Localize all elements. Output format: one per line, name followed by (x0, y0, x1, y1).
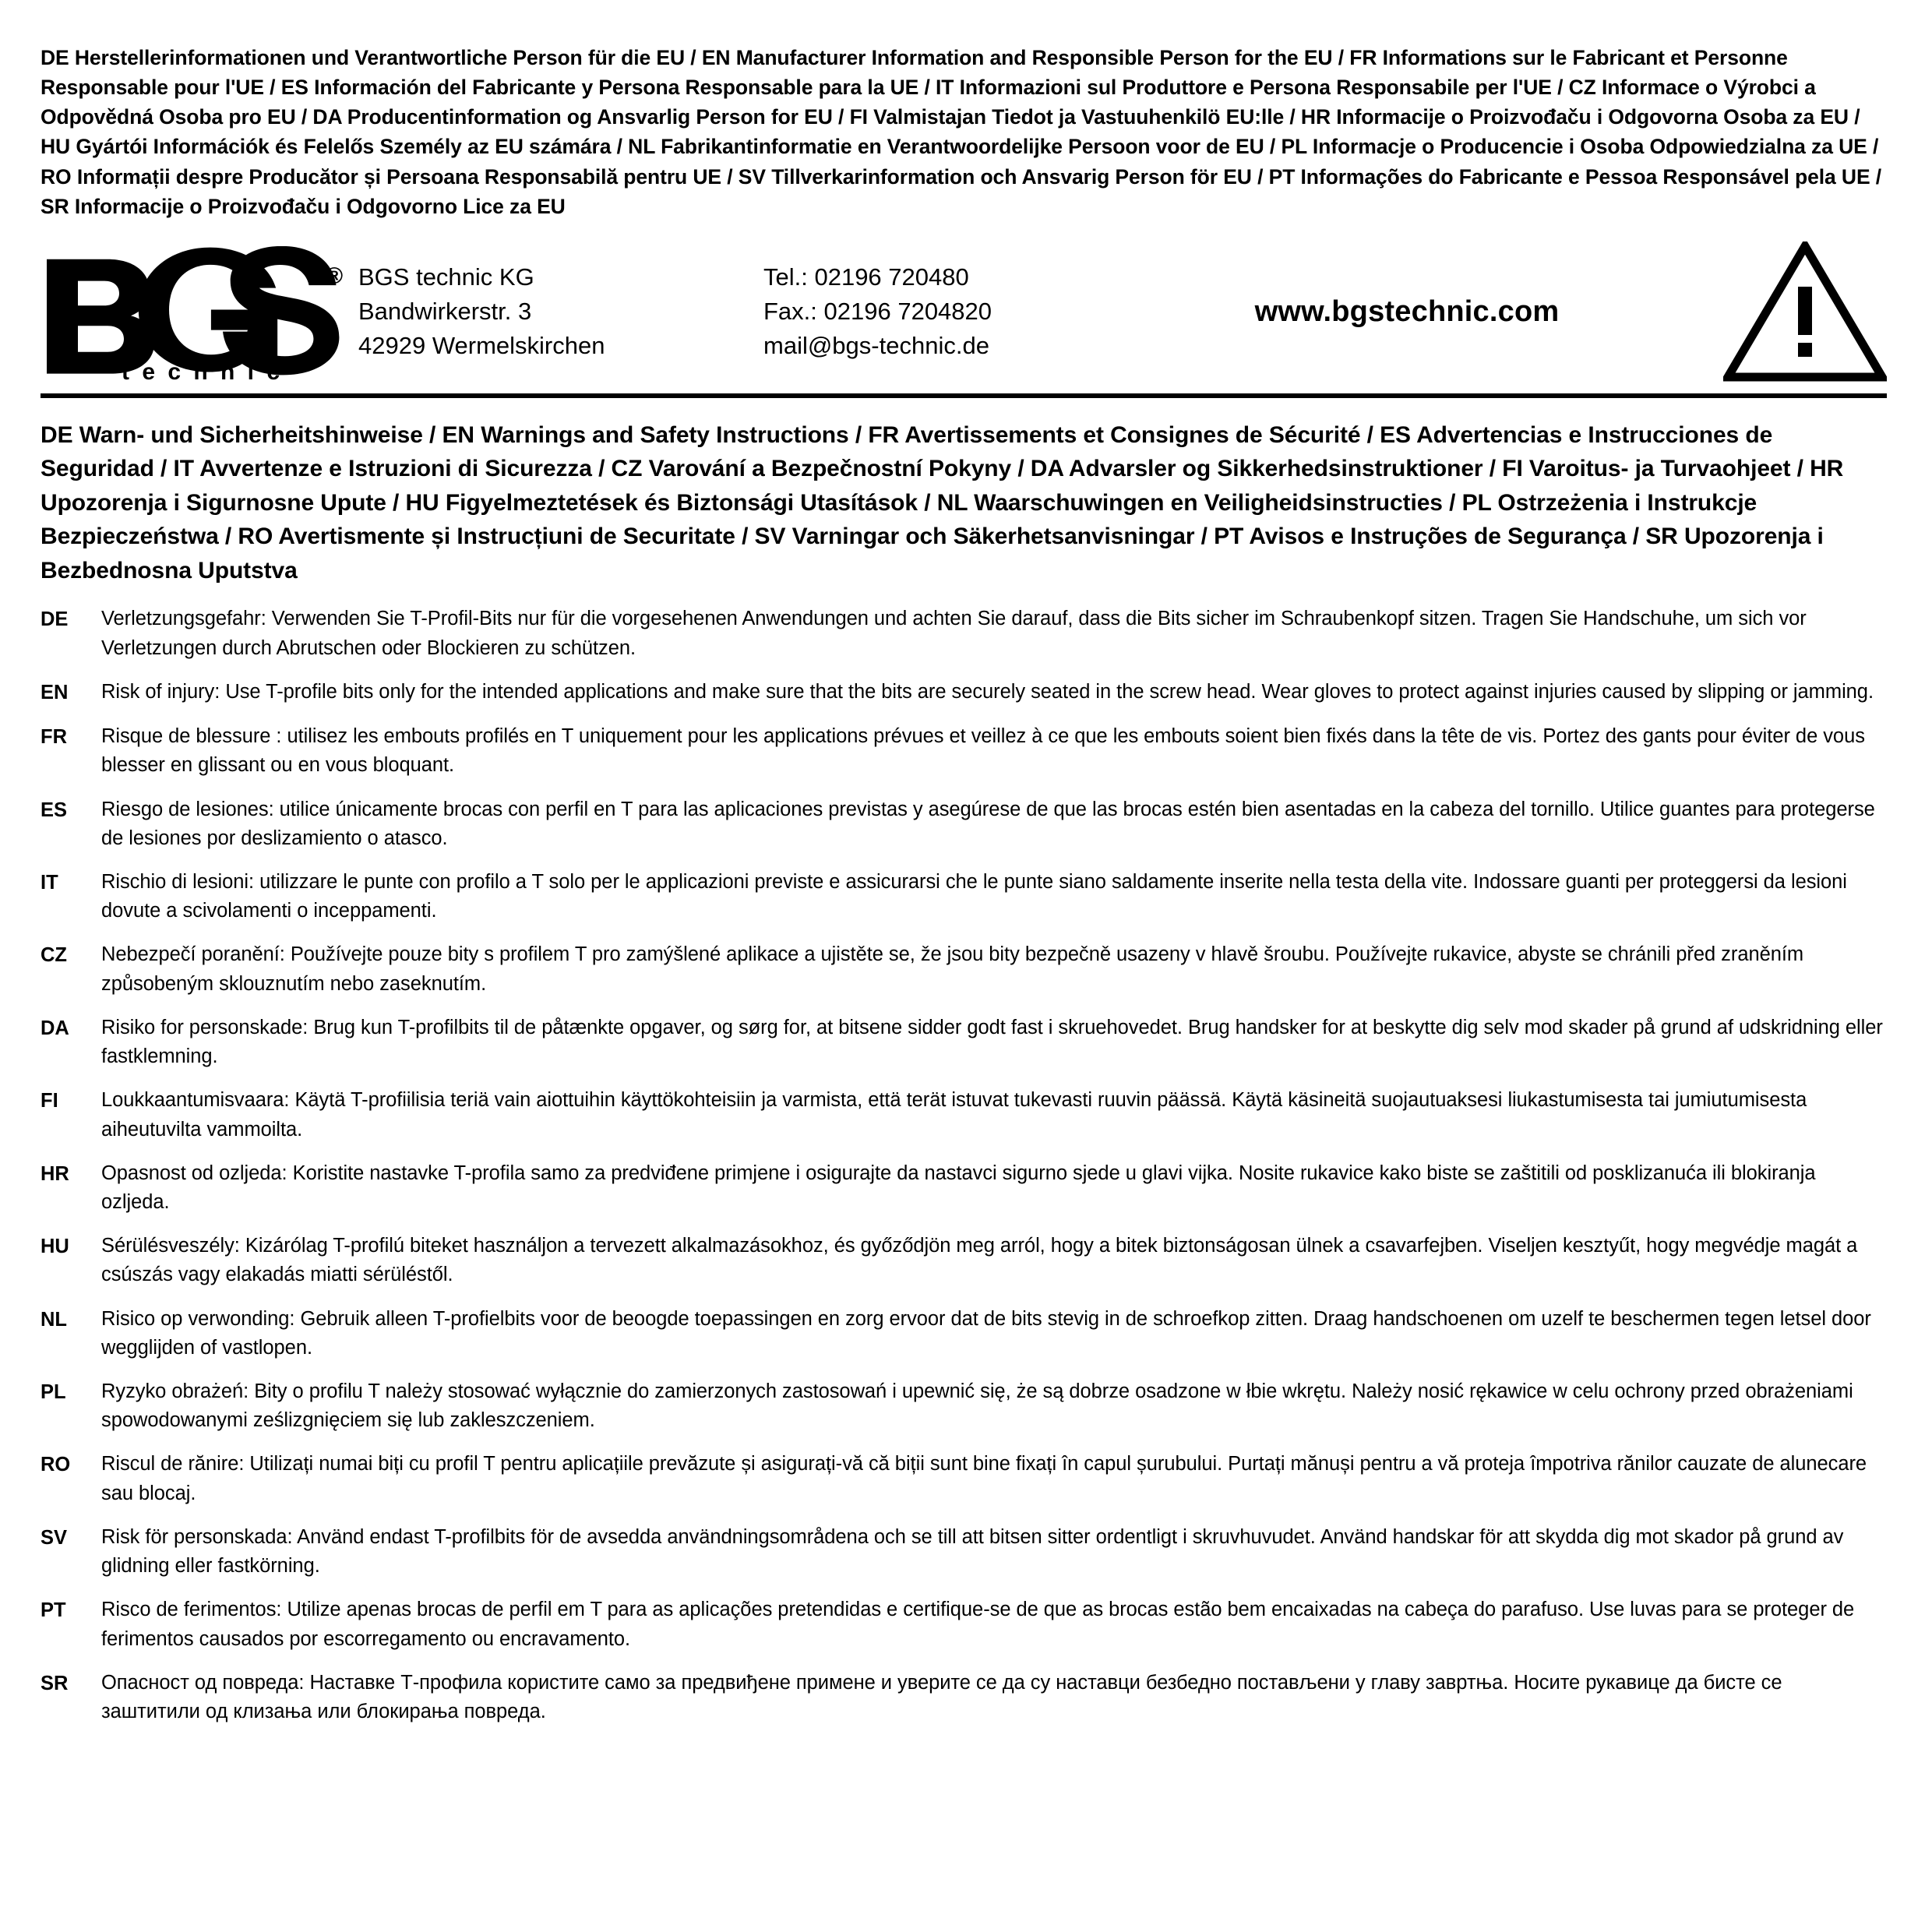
warning-triangle-icon (1708, 242, 1887, 382)
language-code: FI (41, 1090, 58, 1112)
language-code: DE (41, 608, 69, 631)
svg-text:t e c h n i c: t e c h n i c (122, 358, 284, 383)
language-code: HU (41, 1236, 69, 1258)
company-street: Bandwirkerstr. 3 (358, 298, 532, 326)
warning-triangle-svg (1723, 242, 1887, 382)
warning-text: Risk för personskada: Använd endast T-profilbits för de avsedda användningsområdena och se till att bitsen sitter ordentligt i skruvhuvudet. Använd handskar för att skydda dig mot skador på grund av glidning eller fastkörning. (101, 1525, 1844, 1578)
bgs-logo (41, 242, 352, 383)
company-fax: Fax.: 02196 7204820 (763, 298, 992, 326)
warning-row (41, 868, 1883, 925)
warning-row (41, 1232, 1883, 1289)
company-header-band (41, 235, 1887, 398)
company-name: BGS technic KG (358, 263, 534, 291)
warning-row (41, 940, 1883, 998)
company-tel: Tel.: 02196 720480 (763, 263, 969, 291)
language-code: IT (41, 871, 58, 894)
warning-text: Verletzungsgefahr: Verwenden Sie T-Profil-Bits nur für die vorgesehenen Anwendungen und achten Sie darauf, dass die Bits sicher im Schraubenkopf sitzen. Tragen Sie Handschuhe, um sich vor Verletzungen durch Abrutschen oder Blockieren zu schützen. (101, 608, 1807, 659)
warning-text: Riscul de rănire: Utilizați numai biți cu profil T pentru aplicațiile prevăzute și asigurați-vă că biții sunt bine fixați în capul șurubului. Purtați mănuși pentru a vă proteja împotriva rănilor cauzate de alunecare sau blocaj. (101, 1453, 1867, 1504)
language-code: HR (41, 1162, 69, 1185)
warning-row (41, 1305, 1883, 1363)
warning-row (41, 1159, 1883, 1217)
warning-row (41, 1595, 1883, 1653)
warnings-list (41, 605, 1883, 1726)
company-website[interactable]: www.bgstechnic.com (1254, 294, 1560, 328)
warning-text: Risque de blessure : utilisez les embouts profilés en T uniquement pour les applications prévues et veillez à ce que les embouts soient bien fixés dans la tête de vis. Portez des gants pour éviter de vous blesser en glissant ou en vous bloquant. (101, 725, 1865, 777)
warning-row (41, 1669, 1883, 1726)
warning-text: Loukkaantumisvaara: Käytä T-profiilisia teriä vain aiottuihin käyttökohteisiin ja varmista, että terät istuvat tukevasti ruuvin päässä. Käytä käsineitä suojautuaksesi liukastumisesta tai jumiutumisesta aiheutuvilta vammoilta. (101, 1089, 1807, 1141)
language-code: SV (41, 1526, 68, 1549)
warning-text: Ryzyko obrażeń: Bity o profilu T należy stosować wyłącznie do zamierzonych zastosowań i upewnić się, że są dobrze osadzone w łbie wkrętu. Należy nosić rękawice w celu ochrony przed obrażeniami spowodowanymi ześlizgnięciem się lub zakleszczeniem. (101, 1380, 1853, 1432)
language-code: ES (41, 799, 68, 821)
safety-instructions-heading: DE Warn- und Sicherheitshinweise / EN Warnings and Safety Instructions / FR Avertissements et Consignes de Sécurité / ES Advertencias e Instrucciones de Seguridad / IT Avvertenze e Istruzioni di Sicurezza / CZ Varování a Bezpečnostní Pokyny / DA Advarsler og Sikkerhedsinstruktioner / FI Varoitus- ja Turvaohjeet / HR Upozorenja i Sigurnosne Upute / HU Figyelmeztetések és Biztonsági Utasítások / NL Waarschuwingen en Veiligheidsinstructies / PL Ostrzeżenia i Instrukcje Bezpieczeństwa / RO Avertismente și Instrucțiuni de Securitate / SV Varningar och Säkerhetsanvisningar / PT Avisos e Instruções de Segurança / SR Upozorenja i Bezbednosna Uputstva (41, 421, 1844, 583)
language-code: NL (41, 1308, 67, 1331)
warning-row (41, 1014, 1883, 1071)
manufacturer-info-heading: DE Herstellerinformationen und Verantwortliche Person für die EU / EN Manufacturer Information and Responsible Person for the EU / FR Informations sur le Fabricant et Personne Responsable pour l'UE / ES Información del Fabricante y Persona Responsable para la UE / IT Informazioni sul Produttore e Persona Responsabile per l'UE / CZ Informace o Výrobci a Odpovědná Osoba pro EU / DA Producentinformation og Ansvarlig Person for EU / FI Valmistajan Tiedot ja Vastuuhenkilö EU:lle / HR Informacije o Proizvođaču i Odgovorna Osoba za EU / HU Gyártói Információk és Felelős Személy az EU számára / NL Fabrikantinformatie en Verantwoordelijke Persoon voor de EU / PL Informacje o Producencie i Osoba Odpowiedzialna za UE / RO Informații despre Producător și Persoana Responsabilă pentru UE / SV Tillverkarinformation och Ansvarig Person för EU / PT Informações do Fabricante e Pessoa Responsável pela UE / SR Informacije o Proizvođaču i Odgovorno Lice za EU (41, 46, 1882, 218)
warning-text: Risico op verwonding: Gebruik alleen T-profielbits voor de beoogde toepassingen en zorg ervoor dat de bits stevig in de schroefkop zitten. Draag handschoenen om uzelf te beschermen tegen letsel door wegglijden of vastlopen. (101, 1307, 1871, 1359)
warning-text: Risco de ferimentos: Utilize apenas brocas de perfil em T para as aplicações pretendidas e certifique-se de que as brocas estão bem encaixadas na cabeça do parafuso. Use luvas para se proteger de ferimentos causados por escorregamento ou encravamento. (101, 1599, 1855, 1650)
language-code: PT (41, 1599, 66, 1622)
warning-row (41, 795, 1883, 853)
warning-row (41, 1377, 1883, 1435)
company-address (352, 260, 763, 363)
language-code: RO (41, 1454, 71, 1476)
warning-text: Riesgo de lesiones: utilice únicamente brocas con perfil en T para las aplicaciones previstas y asegúrese de que las brocas estén bien asentadas en la cabeza del tornillo. Utilice guantes para protegerse de lesiones por deslizamiento o atasco. (101, 798, 1875, 849)
warning-text: Risk of injury: Use T-profile bits only for the intended applications and make sure that the bits are securely seated in the screw head. Wear gloves to protect against injuries caused by slipping or jamming. (101, 680, 1874, 703)
warning-text: Sérülésveszély: Kizárólag T-profilú biteket használjon a tervezett alkalmazásokhoz, és győződjön meg arról, hogy a bitek biztonságosan ülnek a csavarfejben. Viseljen kesztyűt, hogy megvédje magát a csúszás vagy elakadás miatti sérüléstől. (101, 1235, 1858, 1286)
warning-text: Opasnost od ozljeda: Koristite nastavke T-profila samo za predviđene primjene i osigurajte da nastavci sigurno sjede u glavi vijka. Nosite rukavice kako biste se zaštitili od posklizanuća ili blokiranja ozljeda. (101, 1162, 1816, 1213)
language-code: DA (41, 1017, 69, 1039)
svg-text:®: ® (326, 263, 344, 289)
warning-row (41, 678, 1883, 707)
warning-text: Опасност од повреда: Наставке Т-профила користите само за предвиђене примене и уверите се да су наставци безбедно постављени у главу завртња. Носите рукавице да бисте се заштитили од клизања или блокирања повреда. (101, 1671, 1782, 1722)
language-code: CZ (41, 944, 67, 967)
warning-row (41, 605, 1883, 662)
warning-row (41, 1086, 1883, 1144)
company-city: 42929 Wermelskirchen (358, 332, 605, 360)
language-code: SR (41, 1672, 69, 1694)
language-code: FR (41, 726, 67, 749)
warning-text: Nebezpečí poranění: Používejte pouze bity s profilem T pro zamýšlené aplikace a ujistěte se, že jsou bity bezpečně usazeny v hlavě šroubu. Používejte rukavice, abyste se chránili před zraněním způsobeným sklouznutím nebo zaseknutím. (101, 943, 1804, 995)
warning-row (41, 1450, 1883, 1507)
company-contact (763, 260, 1137, 363)
warning-row (41, 1523, 1883, 1581)
language-code: PL (41, 1381, 66, 1404)
bgs-logo-icon (41, 246, 352, 383)
warning-text: Rischio di lesioni: utilizzare le punte con profilo a T solo per le applicazioni previste e assicurarsi che le punte siano saldamente inserite nella testa della vite. Indossare guanti per proteggersi da lesioni dovute a scivolamenti o inceppamenti. (101, 870, 1847, 922)
warning-row (41, 722, 1883, 780)
warning-text: Risiko for personskade: Brug kun T-profilbits til de påtænkte opgaver, og sørg for, at bitsene sidder godt fast i skruehovedet. Brug handsker for at beskytte dig selv mod skader på grund af udskridning eller fastklemning. (101, 1016, 1883, 1068)
company-email[interactable]: mail@bgs-technic.de (763, 332, 989, 360)
language-code: EN (41, 681, 69, 703)
